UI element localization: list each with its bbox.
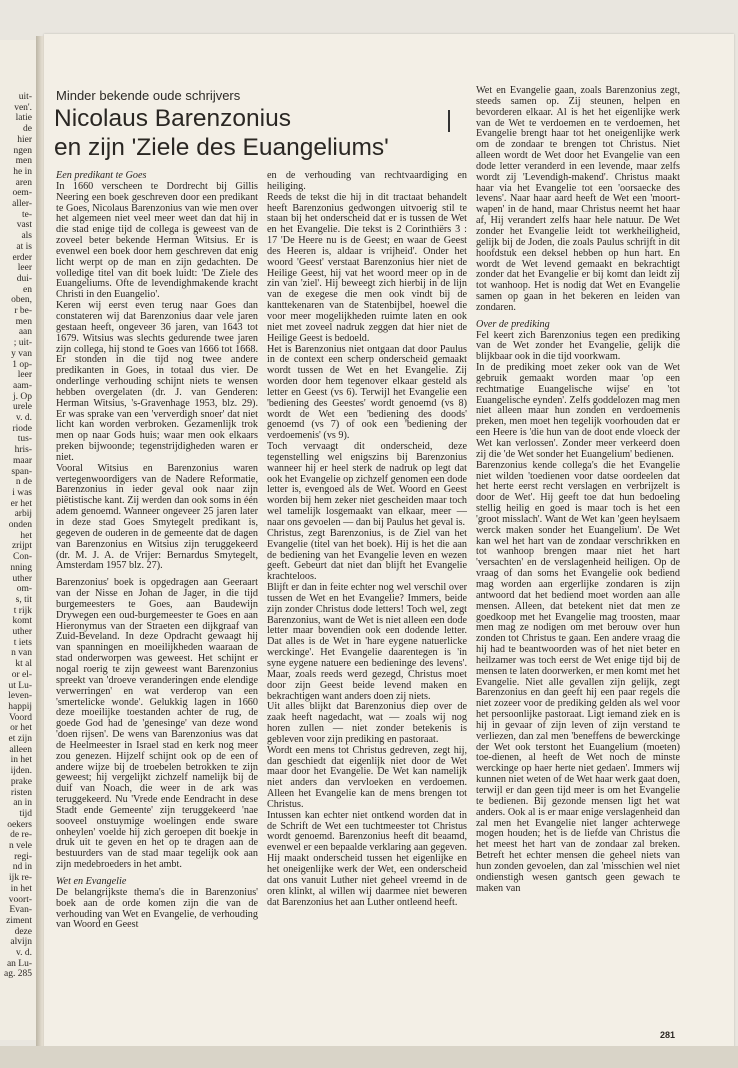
- previous-page-fragment: onden: [8, 520, 32, 530]
- paragraph: Uit alles blijkt dat Barenzonius diep over de zaak heeft nagedacht, wat — zoals wij nog horen zullen — niet zonder betekenis is gebleven voor zijn prediking en pastoraat.: [267, 701, 467, 745]
- paragraph: Reeds de tekst die hij in dit tractaat behandelt heeft Barenzonius gedwongen uitvoerig stil te staan bij het onderscheid dat er is tussen de Wet en het Evangelie. Die tekst is 2 Corinthiërs 3 : 17 'De Heere nu is de Geest; en waar de Geest des Heeren is, aldaar is vrijheid'. Onder het woord 'Geest' verstaat Barenzonius hier niet de Heilige Geest, hij vat het woord meer op in de zin van 'ziel'. Hij beweegt zich hierbij in de lijn van de exegese die men ook vindt bij de kanttekenaren van de Statenbijbel, hoewel die voor meer mogelijkheden ruimte laten en ook niet met zoveel nadruk zeggen dat hier niet de Heilige Geest is bedoeld.: [267, 191, 467, 344]
- previous-page-fragment: 1 op-: [12, 359, 32, 370]
- text-column-3: [476, 86, 680, 894]
- section-subheading: Over de prediking: [476, 318, 550, 330]
- previous-page-fragment: maar: [13, 455, 32, 466]
- previous-page-fragment: en: [23, 284, 32, 295]
- previous-page-fragment: arbij: [14, 509, 32, 520]
- previous-page-fragment: ut Lu-: [8, 680, 32, 691]
- previous-page-fragment: riode: [12, 423, 32, 434]
- previous-page-fragment: an in: [13, 798, 32, 809]
- previous-page-fragment: r be-: [14, 306, 32, 316]
- previous-page-fragment: aam-: [13, 380, 32, 391]
- previous-page-fragment: het: [20, 530, 32, 541]
- paragraph: Vooral Witsius en Barenzonius waren vertegenwoordigers van de Nadere Reformatie, Barenzonius in ieder geval ook naar zijn piëtistische kant. Zij werden dan ook soms in één adem genoemd. Wanneer ongeveer 25 jaren later in deze stad Goes Smytegelt predikant is, gegeven de ouderen in de gemeente dat de dagen van Barenzonius en Witsius zijn teruggekeerd (dr. M. J. A. de Vrijer: Bernardus Smytegelt, Amsterdam 1957 blz. 27).: [56, 462, 258, 572]
- previous-page-fragment: tus-: [17, 434, 32, 445]
- previous-page-fragment: ziment: [6, 915, 32, 926]
- previous-page-fragment: voort-: [8, 894, 32, 905]
- previous-page-fragment: risten: [10, 787, 32, 798]
- previous-page-fragment: or het: [10, 723, 32, 734]
- paragraph: Keren wij eerst even terug naar Goes dan constateren wij dat Barenzonius daar vele jaren gestaan heeft, ongeveer 36 jaren, van 1643 tot 1679. Witsius was slechts gedurende twee jaren zijn collega, hij stond te Goes van 1666 tot 1668. Er stonden in die tijd nog twee andere predikanten in Goes, in totaal dus vier. De onderlinge verhouding schijnt niets te wensen hebben overgelaten (dr. J. van Genderen: Herman Witsius, 's-Gravenhage 1953, blz. 29). Er was sprake van een 'ververdigh snoer' dat niet licht kan worden verbroken. Gezamenlijk trok men op naar Gods huis; waar men ook elkaars preken bijwoonde; tegenstrijdigheden waren er niet.: [56, 300, 258, 463]
- previous-page-fragment: leven-: [8, 691, 32, 702]
- previous-page-fragment: alleen: [9, 744, 32, 755]
- previous-page-fragment: hier: [17, 134, 32, 145]
- previous-page-fragment: or el-: [11, 669, 32, 680]
- previous-page-fragment: men: [15, 316, 32, 327]
- paragraph: De belangrijkste thema's die in Barenzonius' boek aan de orde komen zijn die van de verhouding van Wet en Evangelie, de verhouding van Woord en Geest: [56, 886, 258, 931]
- previous-page-fragment: alvijn: [10, 937, 32, 948]
- previous-page-fragment: nd in: [12, 862, 32, 873]
- previous-page-fragment: oekers: [7, 819, 32, 830]
- previous-page-fragment: latie: [15, 113, 32, 124]
- section-subheading: Wet en Evangelie: [56, 876, 127, 887]
- magazine-page: [44, 34, 734, 1050]
- previous-page-fragment: uther: [12, 627, 32, 637]
- paragraph: Wet en Evangelie gaan, zoals Barenzonius zegt, steeds samen op. Zij steunen, helpen en bevorderen elkaar. Al is het het eigenlijke werk van de Wet te verdoemen en te verdoemen, het Evangelie brengt haar tot het oneigenlijke werk om de zondaar te brengen tot Christus. Niet alleen wordt de Wet door het Evangelie van een dode letter veranderd in een levende, maar zelfs wordt zij 'Levendigh-makend'. Christus maakt haar via het Evangelie tot een 'oorsaecke des levens'. Naar haar aard heeft de Wet een 'moort-wapen' in de hand, maar Christus neemt het haar af, Hij verandert zelfs haar hele natuur. De Wet zonder het Evangelie leidt tot werkheiligheid, gelijk bij de Joden, die zoals Paulus schrijft in dit hoofdstuk een deksel hebben op hun hart. En wordt de Wet levend gemaakt en bekrachtigt zonder dat het Evangelie er bij komt dan leidt zij tot wanhoop. Het is nodig dat Wet en Evangelie samen op gaan in het bekeren en leiden van zondaren.: [476, 85, 680, 313]
- previous-page-fragment: ; uit-: [13, 338, 32, 349]
- page-number: 281: [660, 1030, 676, 1040]
- paragraph: Toch vervaagt dit onderscheid, deze tegenstelling wel enigszins bij Barenzonius wanneer hij er heel sterk de nadruk op legt dat ook het Evangelie op zichzelf genomen een dode letter is, evengoed als de Wet. Woord en Geest worden bij hem zeker niet gescheiden maar toch wel tamelijk losgemaakt van elkaar, meer — naar ons gevoelen — dan bij Paulus het geval is.: [267, 441, 467, 528]
- previous-page-fragment: v. d.: [15, 413, 32, 423]
- previous-page-fragment: de: [23, 124, 32, 135]
- text-column-2: [267, 171, 467, 908]
- book-binding: [36, 36, 44, 1046]
- section-mark: [448, 110, 450, 132]
- previous-page-fragment: Voord: [8, 712, 32, 723]
- paragraph: In de prediking moet zeker ook van de Wet gebruik gemaakt worden maar 'op een rechtmatige Euangelische wijse' en 'tot Euangelische eynden'. Zelfs goddelozen mag men niet alleen maar hun zonden en verdoemenis preken, men moet hen tegelijk voorhouden dat er een Heere is 'die hun van de doot ende vloeck der Wet kan verlossen'. Zonder meer verkeerd doen zij die 'de Wet sonder het Euangelium' bedienen.: [476, 362, 680, 460]
- previous-page-fragment: ijden.: [10, 766, 32, 777]
- previous-page-fragment: aller-: [12, 199, 32, 209]
- previous-page-fragment: et zijn: [8, 734, 32, 744]
- previous-page-fragment: als: [21, 231, 32, 242]
- previous-page-fragment: prake: [10, 776, 32, 787]
- paragraph: en de verhouding van rechtvaardiging en heiliging.: [267, 170, 467, 192]
- previous-page-fragment: vast: [16, 220, 32, 231]
- previous-page-fragment: n vele: [9, 841, 32, 851]
- previous-page-fragment: in het: [10, 883, 32, 894]
- previous-page-fragment: i was: [12, 487, 32, 498]
- previous-page-fragment: regi-: [14, 851, 32, 862]
- previous-page-fragment: v. d.: [15, 948, 32, 958]
- previous-page-fragment: urele: [13, 402, 32, 413]
- previous-page-fragment: he in: [13, 166, 32, 177]
- paragraph: Wordt een mens tot Christus gedreven, zegt hij, dan geschiedt dat eigenlijk niet door de Wet maar door het Evangelie. De Wet kan namelijk niet anders dan vervloeken en verdoemen. Alleen het Evangelie kan de mens brengen tot Christus.: [267, 744, 467, 810]
- title-line-1: Nicolaus Barenzonius: [54, 105, 291, 132]
- previous-page-fragment: happij: [8, 701, 32, 712]
- previous-page-fragment: j. Op: [13, 391, 32, 402]
- section-subheading: Een predikant te Goes: [56, 170, 147, 181]
- previous-page-fragment: deze: [14, 926, 32, 937]
- previous-page-fragment: nning: [10, 562, 32, 573]
- previous-page-fragment: tijd: [19, 808, 32, 819]
- previous-page-fragment: de re-: [10, 830, 32, 841]
- previous-page-fragment: span-: [11, 466, 32, 477]
- previous-page-fragment: ven'.: [14, 102, 32, 113]
- previous-page-fragment: t iets: [13, 637, 32, 648]
- previous-page-fragment: erder: [12, 252, 32, 263]
- title-line-2: en zijn 'Ziele des Euangeliums': [54, 134, 389, 161]
- previous-page-fragment: n van: [11, 648, 32, 659]
- article-kicker: Minder bekende oude schrijvers: [56, 88, 241, 103]
- paragraph: In 1660 verscheen te Dordrecht bij Gillis Neering een boek geschreven door een predikant te Goes, Nicolaus Barenzonius van wie men over het algemeen niet veel meer weet dan dat hij in die stad enige tijd de collega is geweest van de zoveel beter bekende Herman Witsius. Er is evenwel een boek door hem geschreven dat enig licht werpt op de man en zijn gedachten. De volledige titel van dit boek luidt: 'De Ziele des Euangeliums. Ofte de levendighmakende kracht Christi in den Euangelio'.: [56, 180, 258, 301]
- previous-page-edge: [0, 40, 37, 1040]
- paragraph: Intussen kan echter niet ontkend worden dat in de Schrift de Wet een tuchtmeester tot Christus wordt genoemd. Barenzonius heeft dit beaamd, evenwel er een bepaalde verklaring aan gegeven. Hij maakt onderscheid tussen het eigenlijke en het oneigenlijke werk der Wet, een onderscheid dat ons vanuit Luther niet geheel vreemd in de oren klinkt, al willen wij daarmee niet beweren dat Barenzonius het aan Luther ontleend heeft.: [267, 809, 467, 908]
- previous-page-fragment: dui-: [16, 273, 32, 284]
- previous-page-fragment: leer: [17, 263, 32, 274]
- previous-page-fragment: uit-: [18, 92, 32, 102]
- previous-page-fragment: an Lu-: [6, 958, 32, 969]
- paragraph: Het is Barenzonius niet ontgaan dat door Paulus in de context een scherp onderscheid gemaakt wordt tussen de Wet en het Evangelie. Zij worden door hem tegenover elkaar gesteld als letter en Geest (vs 6). Terwijl het Evangelie een 'bediening des Geestes' wordt genoemd (vs 8) wordt de Wet een 'bediening des doods' genoemd (vs 7) of ook een 'bediening der verdoemenis' (vs 9).: [267, 343, 467, 442]
- previous-page-fragment: hris-: [14, 445, 32, 456]
- previous-page-fragment: s, tit: [15, 594, 32, 605]
- table-surface: [0, 1046, 738, 1068]
- previous-page-fragment: er het: [10, 498, 32, 509]
- previous-page-fragment: y van: [11, 348, 32, 359]
- previous-page-fragment: ijk re-: [9, 873, 32, 884]
- paragraph: Fel keert zich Barenzonius tegen een prediking van de Wet zonder het Evangelie, gelijk die blijkbaar ook in die tijd voorkwam.: [476, 329, 680, 363]
- previous-page-fragment: t rijk: [13, 605, 32, 616]
- previous-page-fragment: Evan-: [9, 905, 32, 916]
- article-title: [54, 104, 389, 162]
- previous-page-fragment: kt al: [15, 659, 32, 670]
- previous-page-fragment: Con-: [13, 552, 32, 563]
- previous-page-fragment: ngen: [13, 145, 32, 156]
- paragraph: Christus, zegt Barenzonius, is de Ziel van het Evangelie (titel van het boek). Hij is het die aan de bediening van het Evangelie leven en wezen geeft. Gebeurt dat niet dan blijft het Evangelie krachteloos.: [267, 527, 467, 583]
- previous-page-fragment: ag. 285: [4, 969, 32, 980]
- text-column-1: [56, 171, 258, 931]
- previous-page-fragment: leer: [17, 370, 32, 381]
- previous-page-fragment: oben,: [11, 295, 32, 306]
- previous-page-fragment: komt: [12, 616, 32, 627]
- previous-page-fragment: aren: [15, 177, 32, 188]
- previous-page-fragment: in het: [10, 755, 32, 766]
- previous-page-fragment: oem-: [12, 188, 32, 199]
- previous-page-fragment: at is: [16, 241, 32, 252]
- paragraph: Barenzonius' boek is opgedragen aan Geeraart van der Nisse en Johan de Jager, in die tijd burgemeesters te Goes, aan Baudewijn Drywegen een oud-burgemeester te Goes en aan Hieronymus van der Straeten een dijkgraaf van Zuid-Beveland. In deze Opdracht gewaagt hij van spanningen en moeilijkheden waaraan de stad onderworpen was geweest. Het schijnt er nogal roerig te zijn geweest want Barenzonius spreekt van 'droeve veranderingen ende elendige verwerringen' en wat verderop van een 'smertelicke wonde'. Gelukkig lagen in 1660 deze moeilijke toestanden achter de rug, de goede God had de 'genesinge' van deze wond 'doen rijsen'. De wens van Barenzonius was dat de Heelmeester in Israel stad en kerk nog meer zou genezen. Hijzelf schijnt ook op de een of andere wijze bij de troebelen betrokken te zijn geweest; hij vergelijkt zichzelf namelijk bij de duif van Noach, die weer in de ark was teruggekeerd. Nu 'Vrede ende Eendracht in dese Stadt ende Gemeente' zijn teruggekeerd 'nae sooveel onstuymige woelingen ende sware onheylen' voelde hij zich geroepen dit boekje in druk uit te geven en het op te dragen aan de bestuurders van de stad maar tegelijk ook aan zijn medebroeders in het ambt.: [56, 577, 258, 871]
- previous-page-fragment: zrijpt: [11, 541, 32, 552]
- previous-page-fragment: om-: [16, 584, 32, 595]
- previous-page-fragment: n de: [15, 477, 32, 488]
- previous-page-fragment: te-: [21, 209, 32, 220]
- previous-page-fragment: uther: [12, 573, 32, 584]
- paragraph: Barenzonius kende collega's die het Evangelie niet wilden 'toedienen voor datse oordeelen dat het herte eerst recht verslagen en verbrijzelt is door de Wet'. Hij geeft toe dat hun bedoeling stellig heilig en goed is maar toch is het een 'groot misslach'. Want de Wet kan 'geen heylsaem werck maken sonder het Euangelium'. De Wet kan wel het hart van de zondaar verschrikken en tot wanhoop brengen maar niet het hart 'versachten' en de verslagenheid heiligen. Op de vraag of dan soms het Evangelie ook bediend mag worden aan ergerlijke zondaren is zijn antwoord dat het bediend moet worden aan alle mensen. Alleen, dat betekent niet dat men ze goedkoop met het Evangelie mag troosten, maar men mag ze nodigen om met berouw over hun zonden tot Christus te gaan. Een andere vraag die hij had te beantwoorden was of het niet beter en heilzamer was toch eerst de Wet enige tijd bij de mensen te laten doorwerken, er men komt met het Evangelie. Niet alle gevallen zijn gelijk, zegt Barenzonius en dan geeft hij een paar regels die niet zozeer voor de prediking gelden als wel voor het persoonlijke pastoraat. Ligt iemand ziek en is hij in gevaar of zijn leven of zijn verstand te verliezen, dan zal men 'beneffens de bewerckinge der Wet ook terstont het Euangelium (moeten) toe-dienen, al heeft de Wet noch de minste werckinge op haer herte niet gedaen'. Immers wij kunnen niet weten of de Wet haar werk gaat doen, terwijl er dan geen tijd meer is om het Evangelie te bedienen. Bij gezonde mensen ligt het wat anders. Ook al is er maar enige verslagenheid dan zal men het Evangelie niet langer achterwege mogen houden; het is de liefde van Christus die het meest het hart van de zondaar zal breken. Betreft het echter mensen die geheel niets van hun zonden gevoelen, dan zal 'misschien wel niet ondienstigh wesen gantsch geen gewach te maken van: [476, 459, 680, 894]
- previous-page-fragment: aan: [18, 327, 32, 338]
- paragraph: Blijft er dan in feite echter nog wel verschil over tussen de Wet en het Evangelie? Immers, beide zijn zonder Christus dode letters! Toch wel, zegt Barenzonius, want de Wet is niet alleen een dode letter maar bovendien ook een dodende letter. Dat alles is de Wet in 'hare eygene natuerlicke werckinge'. Het Evangelie daarentegen is 'in syne eygene natuere een bedieninge des levens'. Maar, zoals reeds werd gezegd, Christus moet door zijn Geest beide levend maken en bekrachtigen want anders doen zij niets.: [267, 582, 467, 702]
- previous-page-fragment: men: [15, 156, 32, 167]
